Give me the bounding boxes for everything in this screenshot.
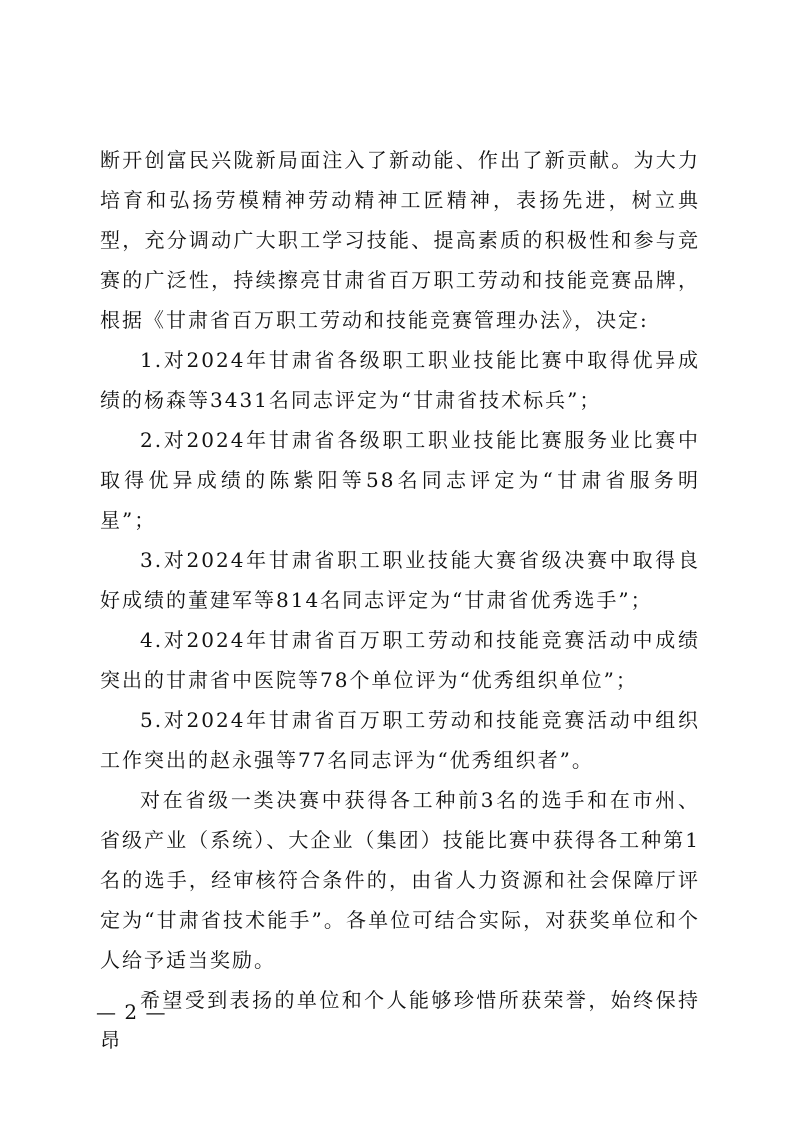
paragraph-technical-expert: 对在省级一类决赛中获得各工种前3名的选手和在市州、省级产业（系统）、大企业（集团）技能比赛中获得各工种第1名的选手，经审核符合条件的，由省人力资源和社会保障厅评定为“甘肃省技术能手”。各单位可结合实际，对获奖单位和个人给予适当奖励。 xyxy=(100,788,700,972)
document-body xyxy=(100,140,700,1060)
paragraph-item-4: 4.对2024年甘肃省百万职工劳动和技能竞赛活动中成绩突出的甘肃省中医院等78个单位评为“优秀组织单位”； xyxy=(100,628,700,692)
paragraph-item-3: 3.对2024年甘肃省职工职业技能大赛省级决赛中取得良好成绩的董建军等814名同志评定为“甘肃省优秀选手”； xyxy=(100,548,700,612)
paragraph-item-2: 2.对2024年甘肃省各级职工职业技能比赛服务业比赛中取得优异成绩的陈紫阳等58名同志评定为“甘肃省服务明星”； xyxy=(100,428,700,532)
paragraph-item-1: 1.对2024年甘肃省各级职工职业技能比赛中取得优异成绩的杨森等3431名同志评定为“甘肃省技术标兵”； xyxy=(100,348,700,412)
paragraph-intro-continued: 断开创富民兴陇新局面注入了新动能、作出了新贡献。为大力培育和弘扬劳模精神劳动精神工匠精神，表扬先进，树立典型，充分调动广大职工学习技能、提高素质的积极性和参与竞赛的广泛性，持续擦亮甘肃省百万职工劳动和技能竞赛品牌，根据《甘肃省百万职工劳动和技能竞赛管理办法》，决定: xyxy=(100,148,700,332)
paragraph-closing-start: 希望受到表扬的单位和个人能够珍惜所获荣誉，始终保持昂 xyxy=(100,988,700,1052)
page-number: — 2 — xyxy=(96,1000,167,1024)
paragraph-item-5: 5.对2024年甘肃省百万职工劳动和技能竞赛活动中组织工作突出的赵永强等77名同志评为“优秀组织者”。 xyxy=(100,708,700,772)
